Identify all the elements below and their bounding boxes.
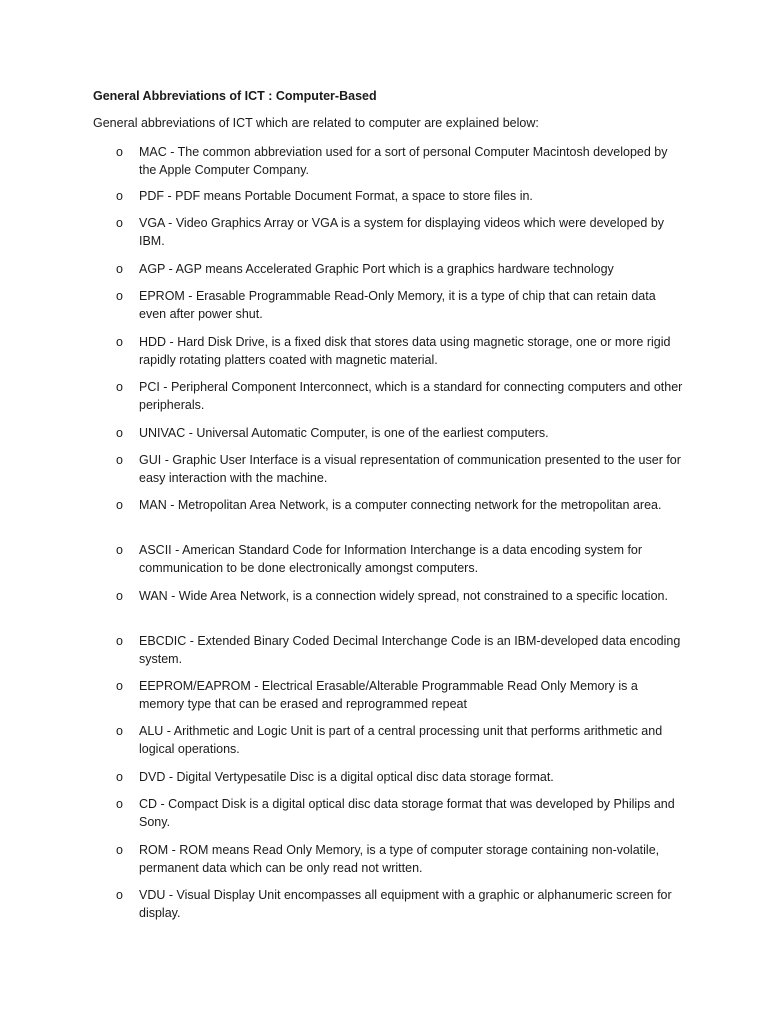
list-item-text: GUI - Graphic User Interface is a visual representation of communication presented to the user for easy interaction with the machine. <box>139 453 681 485</box>
list-item-text: MAN - Metropolitan Area Network, is a computer connecting network for the metropolitan area. <box>139 498 662 512</box>
list-item-text: CD - Compact Disk is a digital optical disc data storage format that was developed by Philips and Sony. <box>139 797 675 829</box>
list-item-text: AGP - AGP means Accelerated Graphic Port which is a graphics hardware technology <box>139 262 614 276</box>
bullet-marker: o <box>116 770 123 784</box>
list-item-text: PCI - Peripheral Component Interconnect, which is a standard for connecting computers and other peripherals. <box>139 380 683 412</box>
bullet-marker: o <box>116 453 123 467</box>
list-item-text: UNIVAC - Universal Automatic Computer, is one of the earliest computers. <box>139 426 549 440</box>
list-item-text: EEPROM/EAPROM - Electrical Erasable/Alterable Programmable Read Only Memory is a memory type that can be erased and reprogrammed repeat <box>139 679 638 711</box>
bullet-marker: o <box>116 335 123 349</box>
bullet-marker: o <box>116 262 123 276</box>
bullet-marker: o <box>116 888 123 902</box>
bullet-marker: o <box>116 380 123 394</box>
bullet-marker: o <box>116 843 123 857</box>
list-item-text: VGA - Video Graphics Array or VGA is a system for displaying videos which were developed by IBM. <box>139 216 665 248</box>
bullet-marker: o <box>116 724 123 738</box>
bullet-marker: o <box>116 426 123 440</box>
bullet-marker: o <box>116 145 123 159</box>
bullet-marker: o <box>116 189 123 203</box>
document-title: General Abbreviations of ICT : Computer-Based <box>93 89 377 103</box>
bullet-marker: o <box>116 589 123 603</box>
bullet-marker: o <box>116 634 123 648</box>
list-item-text: WAN - Wide Area Network, is a connection widely spread, not constrained to a specific location. <box>139 589 668 603</box>
bullet-marker: o <box>116 498 123 512</box>
list-item-text: ROM - ROM means Read Only Memory, is a type of computer storage containing non-volatile, permanent data which can be only read not written. <box>139 843 660 875</box>
list-item-text: EBCDIC - Extended Binary Coded Decimal Interchange Code is an IBM-developed data encoding system. <box>139 634 681 666</box>
list-item-text: EPROM - Erasable Programmable Read-Only Memory, it is a type of chip that can retain data even after power shut. <box>139 289 656 321</box>
bullet-marker: o <box>116 679 123 693</box>
bullet-marker: o <box>116 797 123 811</box>
intro-paragraph: General abbreviations of ICT which are related to computer are explained below: <box>93 116 539 130</box>
list-item-text: MAC - The common abbreviation used for a sort of personal Computer Macintosh developed by the Apple Computer Company. <box>139 145 668 177</box>
bullet-marker: o <box>116 543 123 557</box>
list-item-text: DVD - Digital Vertypesatile Disc is a digital optical disc data storage format. <box>139 770 554 784</box>
list-item-text: PDF - PDF means Portable Document Format, a space to store files in. <box>139 189 533 203</box>
list-item-text: VDU - Visual Display Unit encompasses all equipment with a graphic or alphanumeric screen for display. <box>139 888 672 920</box>
bullet-marker: o <box>116 216 123 230</box>
list-item-text: ALU - Arithmetic and Logic Unit is part of a central processing unit that performs arithmetic and logical operations. <box>139 724 663 756</box>
list-item-text: ASCII - American Standard Code for Information Interchange is a data encoding system for communication to be done electronically amongst computers. <box>139 543 643 575</box>
bullet-marker: o <box>116 289 123 303</box>
list-item-text: HDD - Hard Disk Drive, is a fixed disk that stores data using magnetic storage, one or more rigid rapidly rotating platters coated with magnetic material. <box>139 335 671 367</box>
